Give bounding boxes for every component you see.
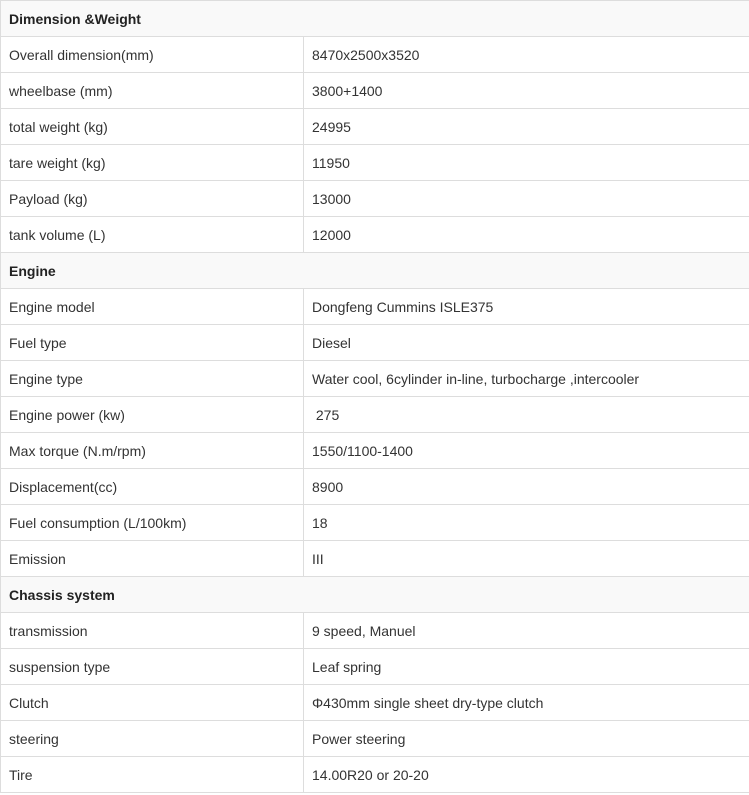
table-row <box>1 37 749 73</box>
spec-label: Tire <box>1 757 304 793</box>
spec-value: 9 speed, Manuel <box>304 613 749 649</box>
table-row <box>1 181 749 217</box>
section-header-dimension-weight <box>1 1 749 37</box>
spec-value: 1550/1100-1400 <box>304 433 749 469</box>
spec-value: 11950 <box>304 145 749 181</box>
table-row <box>1 505 749 541</box>
table-row <box>1 757 749 793</box>
spec-label: tank volume (L) <box>1 217 304 253</box>
spec-value: Power steering <box>304 721 749 757</box>
section-title: Dimension &Weight <box>1 1 749 37</box>
table-row <box>1 289 749 325</box>
spec-label: Engine power (kw) <box>1 397 304 433</box>
section-header-chassis-system <box>1 577 749 613</box>
table-row <box>1 541 749 577</box>
spec-label: Displacement(cc) <box>1 469 304 505</box>
spec-value: III <box>304 541 749 577</box>
spec-label: tare weight (kg) <box>1 145 304 181</box>
spec-label: transmission <box>1 613 304 649</box>
spec-value: 275 <box>304 397 749 433</box>
spec-value: 8900 <box>304 469 749 505</box>
table-row <box>1 361 749 397</box>
spec-label: Max torque (N.m/rpm) <box>1 433 304 469</box>
table-row <box>1 397 749 433</box>
spec-label: Engine model <box>1 289 304 325</box>
table-row <box>1 73 749 109</box>
table-row <box>1 685 749 721</box>
spec-value: Diesel <box>304 325 749 361</box>
spec-label: total weight (kg) <box>1 109 304 145</box>
table-row <box>1 613 749 649</box>
spec-label: suspension type <box>1 649 304 685</box>
spec-value: 12000 <box>304 217 749 253</box>
table-row <box>1 109 749 145</box>
table-row <box>1 145 749 181</box>
table-row <box>1 433 749 469</box>
spec-label: wheelbase (mm) <box>1 73 304 109</box>
spec-value: Water cool, 6cylinder in-line, turbocharge ,intercooler <box>304 361 749 397</box>
table-row <box>1 469 749 505</box>
spec-value: 8470x2500x3520 <box>304 37 749 73</box>
spec-label: Emission <box>1 541 304 577</box>
spec-value: Dongfeng Cummins ISLE375 <box>304 289 749 325</box>
spec-value: 13000 <box>304 181 749 217</box>
section-header-engine <box>1 253 749 289</box>
table-row <box>1 217 749 253</box>
section-title: Chassis system <box>1 577 749 613</box>
spec-value: Leaf spring <box>304 649 749 685</box>
spec-value: 14.00R20 or 20-20 <box>304 757 749 793</box>
section-title: Engine <box>1 253 749 289</box>
spec-label: Overall dimension(mm) <box>1 37 304 73</box>
table-row <box>1 649 749 685</box>
spec-value: Φ430mm single sheet dry-type clutch <box>304 685 749 721</box>
spec-label: steering <box>1 721 304 757</box>
spec-label: Fuel consumption (L/100km) <box>1 505 304 541</box>
table-row <box>1 721 749 757</box>
spec-value: 18 <box>304 505 749 541</box>
spec-value: 3800+1400 <box>304 73 749 109</box>
spec-label: Engine type <box>1 361 304 397</box>
spec-label: Clutch <box>1 685 304 721</box>
table-row <box>1 325 749 361</box>
spec-label: Fuel type <box>1 325 304 361</box>
spec-label: Payload (kg) <box>1 181 304 217</box>
spec-value: 24995 <box>304 109 749 145</box>
